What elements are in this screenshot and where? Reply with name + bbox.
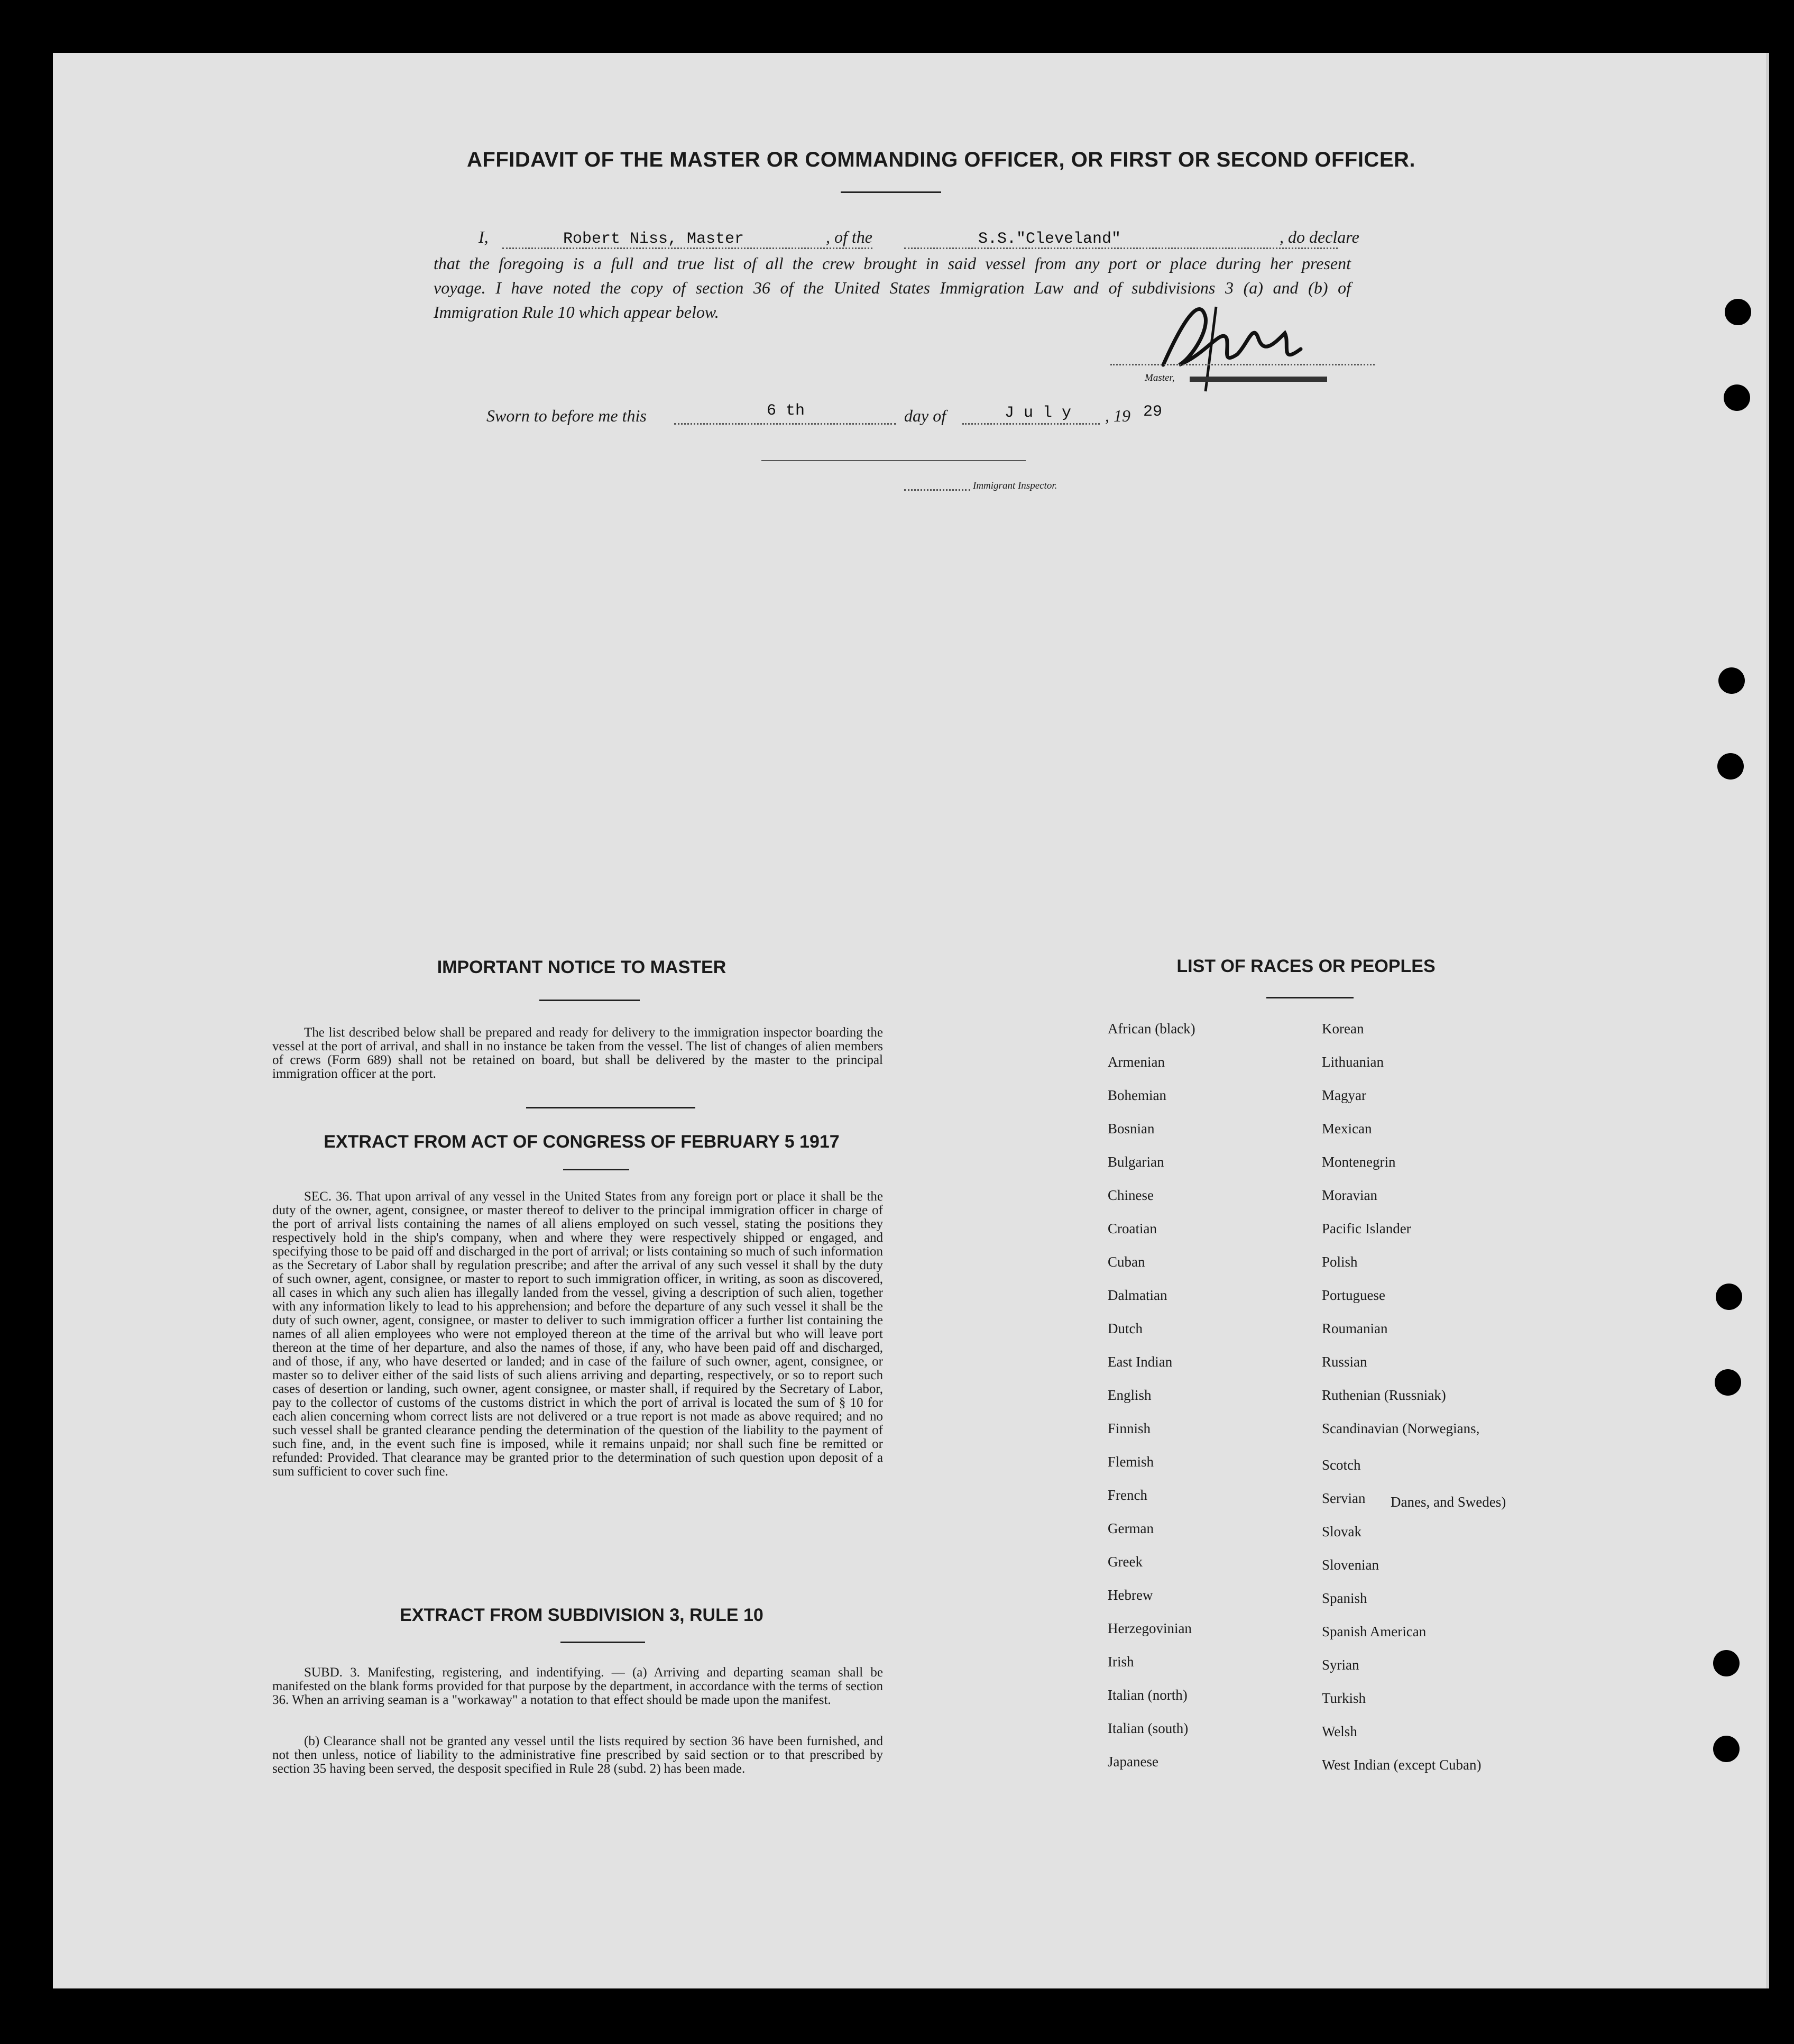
race-item: Ruthenian (Russniak) bbox=[1322, 1387, 1446, 1403]
races-underline bbox=[1266, 997, 1354, 998]
inspector-label: Immigrant Inspector. bbox=[973, 480, 1057, 491]
of-the-label: , of the bbox=[826, 227, 872, 246]
race-item: French bbox=[1108, 1487, 1147, 1503]
sworn-month-field: J u l y bbox=[1005, 404, 1072, 422]
race-item: Servian bbox=[1322, 1490, 1366, 1506]
race-item: Korean bbox=[1322, 1021, 1364, 1037]
race-item: Pacific Islander bbox=[1322, 1221, 1411, 1236]
race-item: Scotch bbox=[1322, 1457, 1361, 1473]
notice-divider bbox=[526, 1107, 695, 1108]
act-title: EXTRACT FROM ACT OF CONGRESS OF FEBRUARY 5 1917 bbox=[324, 1132, 840, 1152]
race-item: Chinese bbox=[1108, 1187, 1154, 1203]
race-item: Welsh bbox=[1322, 1724, 1357, 1739]
subdivision-text-a: SUBD. 3. Manifesting, registering, and indentifying. — (a) Arriving and departing seaman shall be manifested on the blank forms provided for that purpose by the department, in accordance with the terms of section 36. When an arriving seaman is a "workaway" a notation to that effect should be made upon the manifest. bbox=[272, 1665, 883, 1707]
race-item: Mexican bbox=[1322, 1121, 1372, 1136]
race-item: Spanish American bbox=[1322, 1624, 1427, 1639]
subdivision-title: EXTRACT FROM SUBDIVISION 3, RULE 10 bbox=[400, 1605, 763, 1625]
struck-out-title bbox=[1190, 377, 1327, 382]
binder-hole bbox=[1713, 1736, 1740, 1762]
binder-hole bbox=[1717, 753, 1744, 780]
race-item: Greek bbox=[1108, 1554, 1143, 1570]
race-item: Bohemian bbox=[1108, 1087, 1166, 1103]
race-item: Portuguese bbox=[1322, 1287, 1385, 1303]
race-item: Irish bbox=[1108, 1654, 1134, 1670]
race-item: Cuban bbox=[1108, 1254, 1145, 1270]
inspector-dotline bbox=[904, 489, 970, 491]
sworn-day-line bbox=[674, 423, 896, 425]
act-underline bbox=[563, 1169, 629, 1170]
race-item: Italian (north) bbox=[1108, 1687, 1188, 1703]
inspector-signature-line bbox=[761, 460, 1026, 461]
affidavit-line-3: voyage. I have noted the copy of section 36 of the United States Immigration Law and of subdivisions 3 (a) and (b) of bbox=[434, 278, 1351, 297]
affidavit-line-4: Immigration Rule 10 which appear below. bbox=[434, 303, 719, 322]
vessel-name-field: S.S."Cleveland" bbox=[978, 230, 1121, 248]
race-item: Japanese bbox=[1108, 1754, 1158, 1770]
affidavit-line-2: that the foregoing is a full and true list of all the crew brought in said vessel from any port or place during her present bbox=[434, 254, 1351, 273]
race-item: Slovenian bbox=[1322, 1557, 1379, 1573]
do-declare-label: , do declare bbox=[1280, 227, 1359, 246]
race-item: Dutch bbox=[1108, 1321, 1143, 1336]
binder-hole bbox=[1715, 1369, 1741, 1396]
notice-underline bbox=[539, 1000, 640, 1001]
affidavit-i-label: I, bbox=[479, 227, 489, 246]
race-item: German bbox=[1108, 1520, 1154, 1536]
race-item: Roumanian bbox=[1322, 1321, 1388, 1336]
sworn-year-field: 29 bbox=[1143, 403, 1163, 421]
race-item: Montenegrin bbox=[1322, 1154, 1396, 1170]
race-item: Bosnian bbox=[1108, 1121, 1155, 1136]
race-item: Moravian bbox=[1322, 1187, 1377, 1203]
race-item: Lithuanian bbox=[1322, 1054, 1384, 1070]
race-item: East Indian bbox=[1108, 1354, 1173, 1370]
race-item: Russian bbox=[1322, 1354, 1367, 1370]
race-item: Spanish bbox=[1322, 1590, 1367, 1606]
binder-hole bbox=[1713, 1650, 1740, 1676]
binder-hole bbox=[1724, 384, 1750, 411]
race-item: English bbox=[1108, 1387, 1152, 1403]
master-name-field: Robert Niss, Master bbox=[563, 230, 744, 248]
affidavit-title: AFFIDAVIT OF THE MASTER OR COMMANDING OFFICER, OR FIRST OR SECOND OFFICER. bbox=[467, 148, 1415, 171]
race-item: Slovak bbox=[1322, 1524, 1362, 1539]
master-signature bbox=[1142, 286, 1332, 402]
race-scandinavian-continuation: Danes, and Swedes) bbox=[1391, 1494, 1506, 1510]
race-item: Scandinavian (Norwegians, bbox=[1322, 1420, 1480, 1436]
race-item: Hebrew bbox=[1108, 1587, 1153, 1603]
binder-hole bbox=[1718, 667, 1745, 694]
sworn-label: Sworn to before me this bbox=[486, 406, 647, 425]
sworn-day-field: 6 th bbox=[767, 402, 805, 420]
race-item: Croatian bbox=[1108, 1221, 1157, 1236]
day-of-label: day of bbox=[904, 406, 946, 425]
race-item: Finnish bbox=[1108, 1420, 1151, 1436]
race-item: Flemish bbox=[1108, 1454, 1154, 1470]
race-item: Herzegovinian bbox=[1108, 1620, 1192, 1636]
binder-hole bbox=[1725, 299, 1751, 325]
race-item: Magyar bbox=[1322, 1087, 1366, 1103]
races-title: LIST OF RACES OR PEOPLES bbox=[1176, 956, 1436, 976]
race-item: Syrian bbox=[1322, 1657, 1359, 1673]
signature-caption: Master, bbox=[1145, 372, 1175, 383]
signature-line bbox=[1110, 364, 1375, 365]
binder-hole bbox=[1716, 1284, 1742, 1310]
race-item: Bulgarian bbox=[1108, 1154, 1164, 1170]
subdivision-text-b: (b) Clearance shall not be granted any vessel until the lists required by section 36 have been furnished, and not then unless, notice of liability to the administrative fine prescribed by said section or to that prescribed by section 35 having been served, the desposit specified in Rule 28 (subd. 2) has been made. bbox=[272, 1734, 883, 1776]
race-item: Turkish bbox=[1322, 1690, 1366, 1706]
notice-title: IMPORTANT NOTICE TO MASTER bbox=[437, 957, 726, 977]
subdivision-underline bbox=[560, 1642, 645, 1643]
race-item: African (black) bbox=[1108, 1021, 1195, 1037]
title-underline bbox=[841, 191, 941, 193]
act-section-36-text: SEC. 36. That upon arrival of any vessel in the United States from any foreign port or place it shall be the duty of the owner, agent, consignee, or master thereof to deliver to the principal immigration officer in charge of the port of arrival lists containing the names of all aliens employed on such vessel, stating the positions they respectively hold in the ship's company, when and where they were respectively shipped or engaged, and specifying those to be paid off and discharged in the port of arrival; or lists containing so much of such information as the Secretary of Labor shall by regulation prescribe; and after the arrival of any such vessel it shall by the duty of such owner, agent, consignee, or master to report to such immigration officer, in writing, as soon as discovered, all cases in which any such alien has illegally landed from the vessel, giving a description of such alien, together with any information likely to lead to his apprehension; and before the departure of any such vessel it shall be the duty of such owner, agent, consignee, or master to deliver to such immigration officer a further list containing the names of all alien employees who were not employed thereon at the time of the arrival but who will leave port thereon at the time of her departure, and also the names of those, if any, who have been paid off and discharged, and of those, if any, who have deserted or landed; and in case of the failure of such owner, agent, consignee, or master so to deliver either of the said lists of such aliens arriving and departing, respectively, or so to report such cases of desertion or landing, such owner, agent consignee, or master shall, if required by the Secretary of Labor, pay to the collector of customs of the customs district in which the port of arrival is located the sum of § 10 for each alien concerning whom correct lists are not delivered or a true report is not made as above required; and no such vessel shall be granted clearance pending the determination of the question of the liability to the payment of such fine, and, in the event such fine is imposed, while it remains unpaid; nor shall such fine be remitted or refunded: Provided. That clearance may be granted prior to the determination of such question upon deposit of a sum sufficient to cover such fine. bbox=[272, 1189, 883, 1479]
sworn-month-line bbox=[962, 423, 1100, 425]
race-item: Dalmatian bbox=[1108, 1287, 1167, 1303]
race-item: West Indian (except Cuban) bbox=[1322, 1757, 1482, 1773]
race-item: Polish bbox=[1322, 1254, 1358, 1270]
race-item: Italian (south) bbox=[1108, 1720, 1189, 1736]
year-prefix: , 19 bbox=[1105, 406, 1130, 425]
document-page bbox=[53, 53, 1769, 1988]
race-item: Armenian bbox=[1108, 1054, 1165, 1070]
notice-text: The list described below shall be prepared and ready for delivery to the immigration inspector boarding the vessel at the port of arrival, and shall in no instance be taken from the vessel. The list of changes of alien members of crews (Form 689) shall not be retained on board, but shall be delivered by the master to the principal immigration officer at the port. bbox=[272, 1025, 883, 1081]
